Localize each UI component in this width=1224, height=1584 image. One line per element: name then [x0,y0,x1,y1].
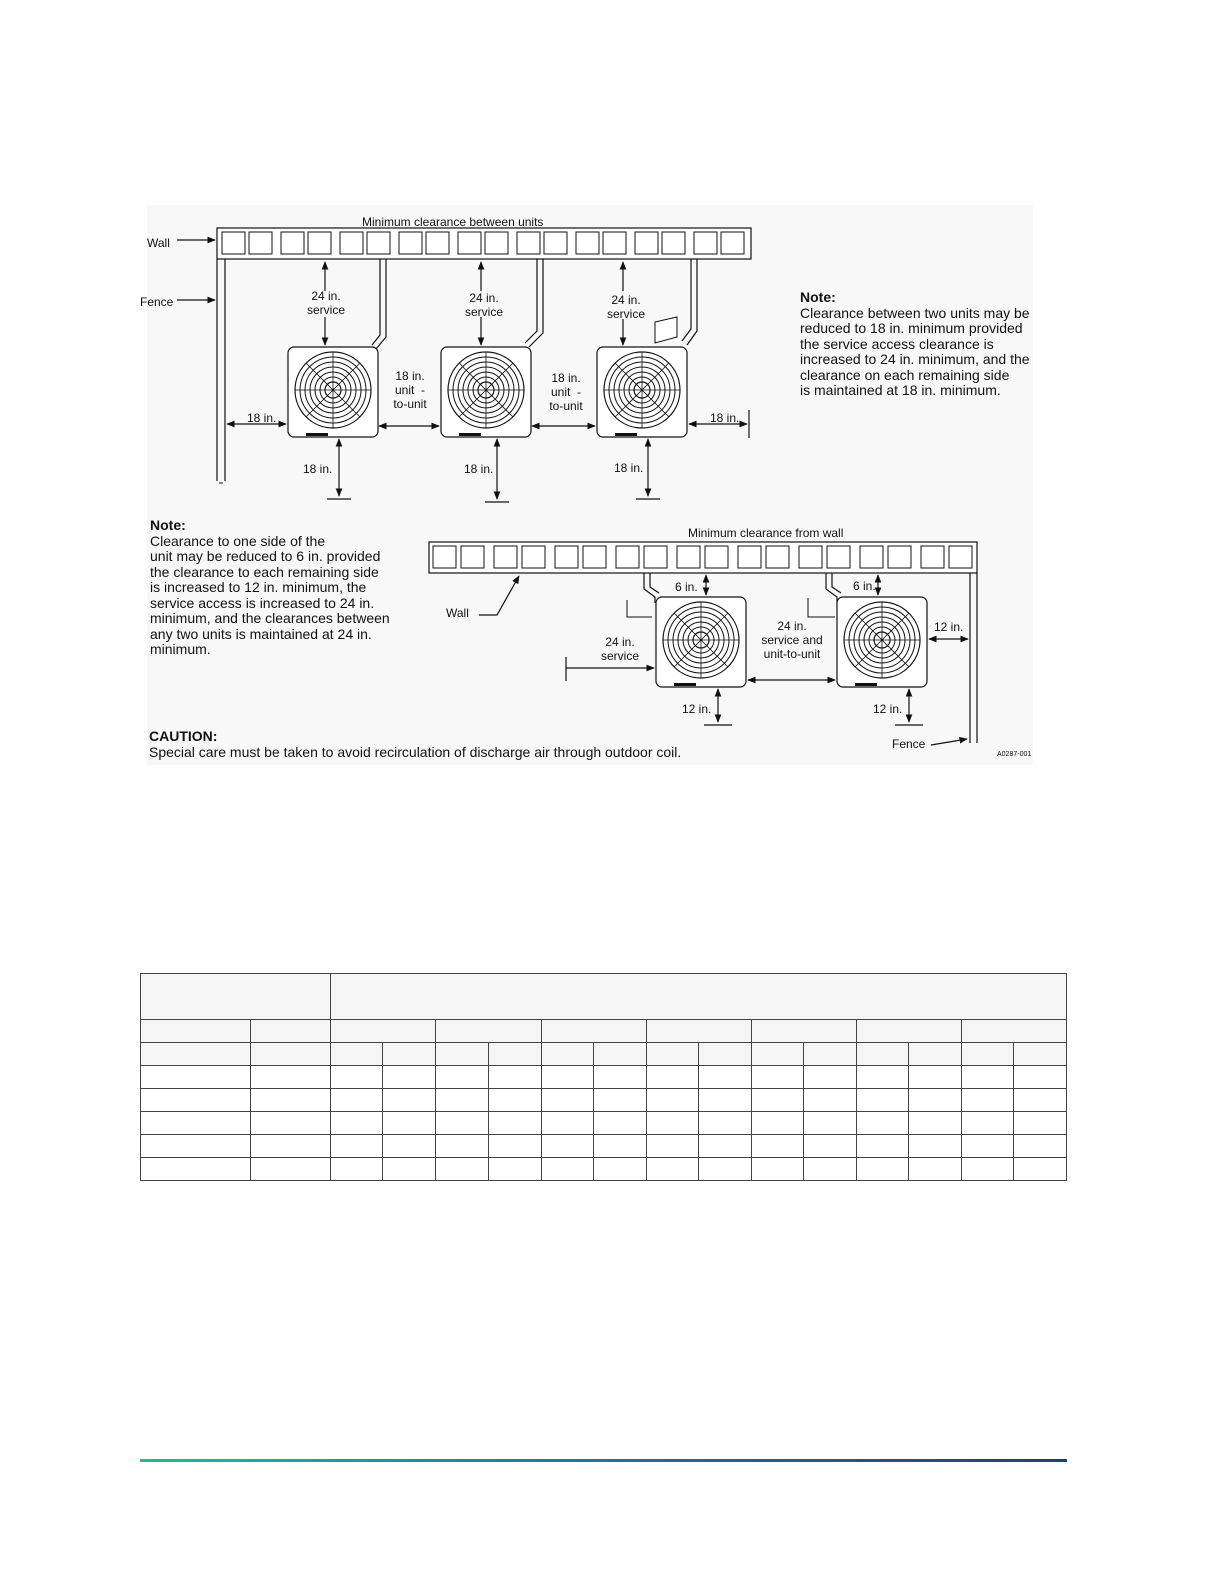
bottom-diagram-title: Minimum clearance from wall [688,526,844,540]
table-row [141,1066,1067,1089]
service-clearance-label: 24 in. service [464,291,503,319]
bottom-clearance-label: 12 in. [682,702,712,716]
table-header-cell [331,1020,436,1043]
service-unit-to-unit-label: 24 in. service and unit-to-unit [761,619,823,661]
unit-to-unit-label: 18 in. unit - to-unit [549,371,583,413]
service-clearance-label: 24 in. service [306,289,345,317]
top-fence [217,259,225,481]
top-wall [217,228,751,259]
table-header-cell [857,1020,962,1043]
top-unit-3 [597,347,687,437]
bottom-unit-2 [837,597,927,687]
table-header-cell [752,1020,857,1043]
top-gap-label: 6 in. [675,580,698,594]
table-row [141,1089,1067,1112]
right-side-clearance-label: 18 in. [710,411,740,425]
table-subheader-row [141,1043,1067,1066]
table-header-cell [436,1020,542,1043]
table-header-cell [141,974,331,1020]
top-unit-2 [441,347,531,437]
specification-table [140,973,1067,1181]
table-row [141,1158,1067,1181]
bottom-fence [970,573,977,743]
table-header-cell [141,1020,251,1043]
table-row [141,1112,1067,1135]
top-fence-label: Fence [140,295,174,309]
bottom-fence-label: Fence [892,737,926,751]
table-row [141,1135,1067,1158]
left-side-clearance-label: 18 in. [247,411,277,425]
figure-id: A0287-001 [997,751,1032,758]
footer-rule [140,1459,1067,1462]
table-header-cell [331,974,1067,1020]
right-side-clearance-label: 12 in. [934,620,964,634]
top-wall-label: Wall [147,236,170,250]
top-diagram-title: Minimum clearance between units [362,215,544,229]
bottom-clearance-label: 18 in. [303,462,333,476]
bottom-unit-1 [656,597,746,687]
caution-title: CAUTION: [149,728,218,744]
clearance-drawing [147,205,1033,765]
top-unit-1 [288,347,378,437]
bottom-clearance-label: 12 in. [873,702,903,716]
unit-to-unit-label: 18 in. unit - to-unit [393,369,427,411]
table-header-cell [251,1020,331,1043]
top-gap-label: 6 in. [853,579,876,593]
service-clearance-label: 24 in. service [600,635,639,663]
caution-text: Special care must be taken to avoid recirculation of discharge air through outdoor coil. [149,744,682,760]
bottom-note: Note: Clearance to one side of the unit may be reduced to 6 in. provided the clearance to each remaining side is increased to 12 in. minimum, the service access is increased to 24 in. minimum, and the clearances between any two units is maintained at 24 in. minimum. [150,517,390,657]
bottom-wall-label: Wall [446,606,469,620]
bottom-clearance-label: 18 in. [464,462,494,476]
top-note: Note: Clearance between two units may be reduced to 18 in. minimum provided the service access clearance is increased to 24 in. minimum, and the clearance on each remaining side is maintained at 18 in. minimum. [800,289,1030,398]
bottom-wall [429,542,977,573]
table-header-cell [962,1020,1067,1043]
clearance-diagram [140,205,1033,765]
bottom-clearance-label: 18 in. [614,461,644,475]
table-header-row [141,974,1067,1020]
service-clearance-label: 24 in. service [606,293,645,321]
table-header-cell [542,1020,647,1043]
table-subheader-row [141,1020,1067,1043]
table-header-cell [647,1020,752,1043]
